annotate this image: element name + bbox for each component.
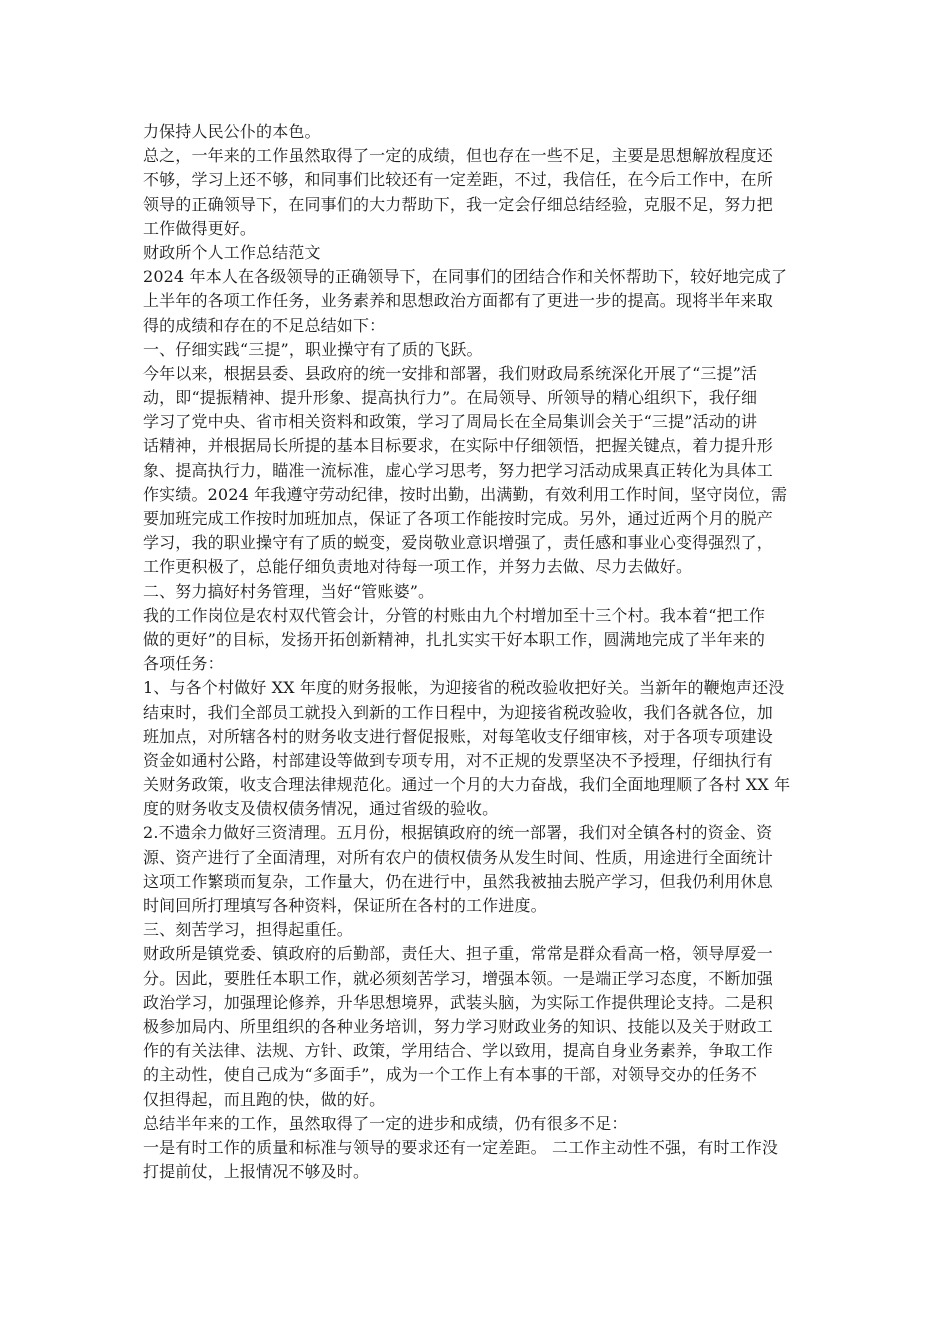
text-line: 学习了党中央、省市相关资料和政策，学习了周局长在全局集训会关于“三提”活动的讲 bbox=[143, 412, 758, 432]
text-line: 一是有时工作的质量和标准与领导的要求还有一定差距。 二工作主动性不强，有时工作没 bbox=[143, 1137, 779, 1157]
text-line: 度的财务收支及债权债务情况，通过省级的验收。 bbox=[143, 799, 499, 819]
text-line: 政治学习，加强理论修养，升华思想境界，武装头脑，为实际工作提供理论支持。二是积 bbox=[143, 992, 773, 1012]
text-line: 仅担得起，而且跑的快，做的好。 bbox=[143, 1089, 386, 1109]
text-line: 话精神，并根据局长所提的基本目标要求，在实际中仔细领悟，把握关键点，着力提升形 bbox=[143, 436, 773, 456]
text-line: 今年以来，根据县委、县政府的统一安排和部署，我们财政局系统深化开展了“三提”活 bbox=[143, 363, 758, 383]
section-heading: 一、仔细实践“三提”，职业操守有了质的飞跃。 bbox=[143, 339, 483, 359]
text-line: 象、提高执行力，瞄准一流标准，虚心学习思考，努力把学习活动成果真正转化为具体工 bbox=[143, 460, 773, 480]
text-line: 作实绩。2024 年我遵守劳动纪律，按时出勤，出满勤，有效利用工作时间，坚守岗位，需 bbox=[143, 484, 788, 504]
text-line: 源、资产进行了全面清理，对所有农户的债权债务从发生时间、性质，用途进行全面统计 bbox=[143, 847, 773, 867]
document-body bbox=[143, 120, 809, 1184]
text-line: 作的有关法律、法规、方针、政策，学用结合、学以致用，提高自身业务素养，争取工作 bbox=[143, 1041, 773, 1061]
text-line: 动，即“提振精神、提升形象、提高执行力”。在局领导、所领导的精心组织下，我仔细 bbox=[143, 388, 758, 408]
text-line: 工作做得更好。 bbox=[143, 218, 257, 238]
text-line: 分。因此，要胜任本职工作，就必须刻苦学习，增强本领。一是端正学习态度，不断加强 bbox=[143, 968, 773, 988]
section-heading: 三、刻苦学习，担得起重任。 bbox=[143, 920, 353, 940]
text-line: 上半年的各项工作任务，业务素养和思想政治方面都有了更进一步的提高。现将半年来取 bbox=[143, 291, 773, 311]
text-line: 做的更好”的目标，发扬开拓创新精神，扎扎实实干好本职工作，圆满地完成了半年来的 bbox=[143, 629, 766, 649]
text-line: 各项任务： bbox=[143, 654, 224, 674]
text-line: 2024 年本人在各级领导的正确领导下，在同事们的团结合作和关怀帮助下，较好地完成了 bbox=[143, 267, 788, 287]
text-line: 财政所是镇党委、镇政府的后勤部，责任大、担子重，常常是群众看高一格，领导厚爱一 bbox=[143, 944, 773, 964]
text-line: 1、与各个村做好 XX 年度的财务报帐，为迎接省的税改验收把好关。当新年的鞭炮声还没 bbox=[143, 678, 785, 698]
text-line: 的主动性，使自己成为“多面手”，成为一个工作上有本事的干部，对领导交办的任务不 bbox=[143, 1065, 758, 1085]
text-line: 资金如通村公路，村部建设等做到专项专用，对不正规的发票坚决不予授理，仔细执行有 bbox=[143, 750, 773, 770]
text-line: 工作更积极了，总能仔细负责地对待每一项工作，并努力去做、尽力去做好。 bbox=[143, 557, 693, 577]
text-line: 班加点，对所辖各村的财务收支进行督促报账，对每笔收支仔细审核，对于各项专项建设 bbox=[143, 726, 773, 746]
text-line: 学习，我的职业操守有了质的蜕变，爱岗敬业意识增强了，责任感和事业心变得强烈了， bbox=[143, 533, 773, 553]
text-line: 总结半年来的工作，虽然取得了一定的进步和成绩，仍有很多不足： bbox=[143, 1113, 628, 1133]
text-line: 极参加局内、所里组织的各种业务培训，努力学习财政业务的知识、技能以及关于财政工 bbox=[143, 1016, 773, 1036]
text-line: 这项工作繁琐而复杂，工作量大，仍在进行中，虽然我被抽去脱产学习，但我仍利用休息 bbox=[143, 871, 773, 891]
text-line: 领导的正确领导下，在同事们的大力帮助下，我一定会仔细总结经验，克服不足，努力把 bbox=[143, 194, 773, 214]
text-line: 2.不遗余力做好三资清理。五月份，根据镇政府的统一部署，我们对全镇各村的资金、资 bbox=[143, 823, 773, 843]
text-line: 力保持人民公仆的本色。 bbox=[143, 122, 321, 141]
text-line: 总之，一年来的工作虽然取得了一定的成绩，但也存在一些不足，主要是思想解放程度还 bbox=[143, 146, 773, 166]
text-line: 关财务政策，收支合理法律规范化。通过一个月的大力奋战，我们全面地理顺了各村 XX 年 bbox=[143, 775, 791, 795]
text-line: 结束时，我们全部员工就投入到新的工作日程中，为迎接省税改验收，我们各就各位，加 bbox=[143, 702, 773, 722]
section-title: 财政所个人工作总结范文 bbox=[143, 242, 321, 262]
text-line: 我的工作岗位是农村双代管会计，分管的村账由九个村增加至十三个村。我本着“把工作 bbox=[143, 605, 766, 625]
text-line: 不够，学习上还不够，和同事们比较还有一定差距，不过，我信任，在今后工作中，在所 bbox=[143, 170, 773, 190]
text-line: 得的成绩和存在的不足总结如下： bbox=[143, 315, 386, 335]
text-line: 时间回所打理填写各种资料，保证所在各村的工作进度。 bbox=[143, 896, 547, 915]
section-heading: 二、努力搞好村务管理，当好“管账婆”。 bbox=[143, 581, 435, 601]
text-line: 要加班完成工作按时加班加点，保证了各项工作能按时完成。另外，通过近两个月的脱产 bbox=[143, 509, 773, 528]
text-line: 打提前仗，上报情况不够及时。 bbox=[143, 1162, 370, 1182]
